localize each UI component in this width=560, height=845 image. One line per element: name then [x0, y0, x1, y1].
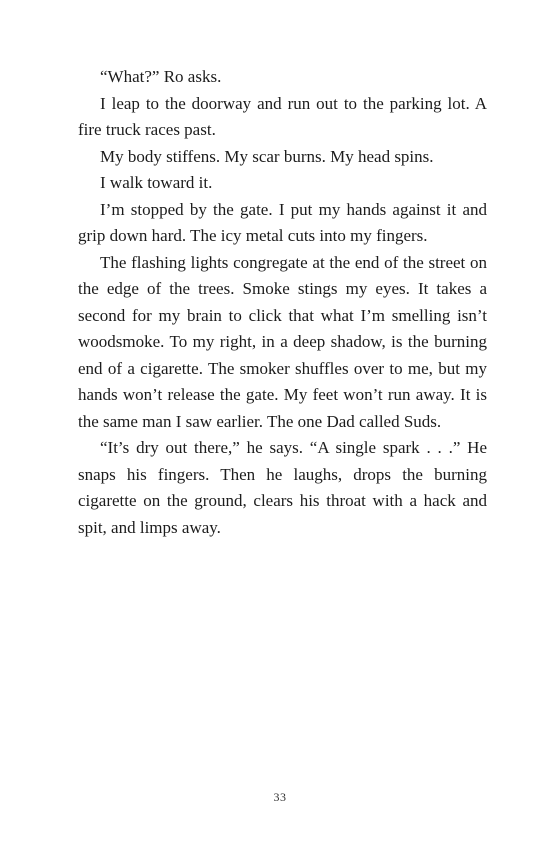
paragraph: I’m stopped by the gate. I put my hands against it and grip down hard. The icy metal cuts into my fingers. [78, 199, 487, 245]
page-number: 33 [273, 790, 287, 804]
body-text [78, 64, 487, 541]
paragraph: “It’s dry out there,” he says. “A single spark . . .” He snaps his fingers. Then he laughs, drops the burning cigarette on the ground, clears his throat with a hack and spit, and limps away. [78, 438, 487, 537]
paragraph: The flashing lights congregate at the end of the street on the edge of the trees. Smoke stings my eyes. It takes a second for my brain to click that what I’m smelling isn’t woodsmoke. To my right, in a deep shadow, is the burning end of a cigarette. The smoker shuffles over to me, but my hands won’t release the gate. My feet won’t run away. It is the same man I saw earlier. The one Dad called Suds. [78, 252, 487, 431]
paragraph: My body stiffens. My scar burns. My head spins. [100, 146, 434, 166]
paragraph: I leap to the doorway and run out to the parking lot. A fire truck races past. [78, 93, 487, 139]
paragraph: “What?” Ro asks. [100, 67, 222, 86]
paragraph: I walk toward it. [100, 173, 213, 192]
